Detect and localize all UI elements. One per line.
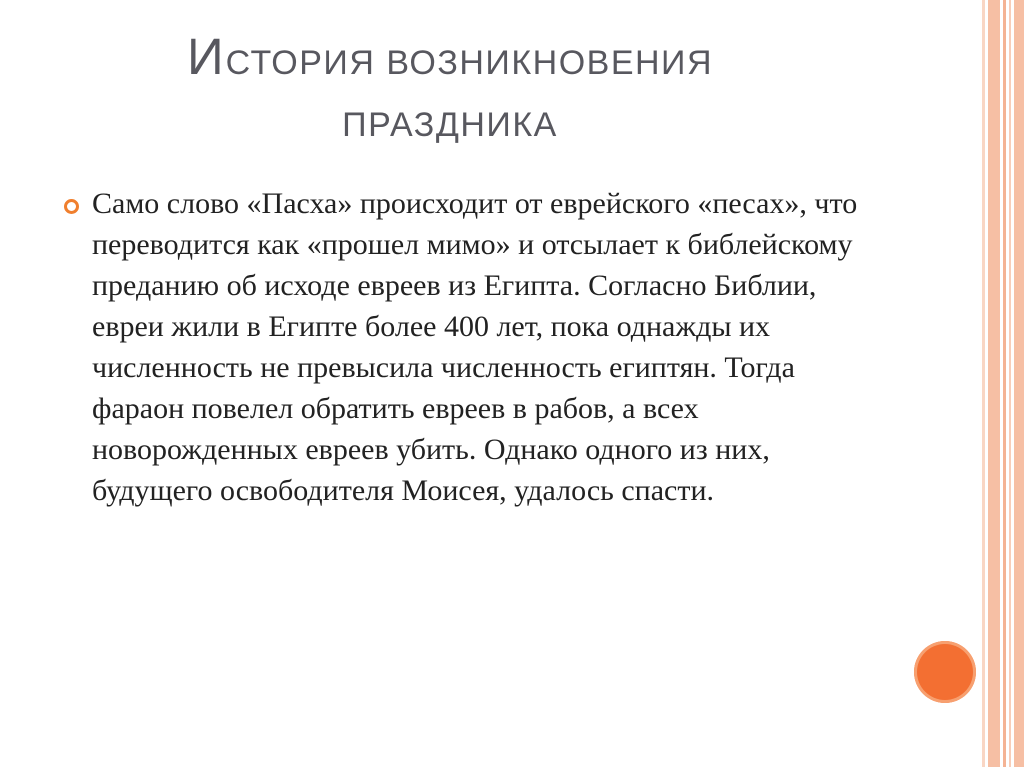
title-line-1-rest: СТОРИЯ ВОЗНИКНОВЕНИЯ	[225, 44, 714, 82]
slide-title	[60, 26, 840, 156]
title-line-1	[60, 26, 840, 94]
edge-stripe	[1003, 0, 1006, 767]
title-initial-cap: И	[186, 28, 226, 85]
edge-stripe	[982, 0, 985, 767]
edge-stripe	[1009, 0, 1011, 767]
title-line-2: ПРАЗДНИКА	[342, 106, 558, 144]
orange-circle-decoration	[914, 641, 976, 703]
hollow-circle-bullet-icon	[64, 199, 79, 214]
edge-stripe	[988, 0, 1000, 767]
edge-stripe	[1014, 0, 1024, 767]
bullet-paragraph: Само слово «Пасха» происходит от еврейского «песах», что переводится как «прошел мимо» и отсылает к библейскому преданию об исходе евреев из Египта. Согласно Библии, евреи жили в Египте более 400 лет, пока однажды их численность не превысила численность египтян. Тогда фараон повелел обратить евреев в рабов, а всех новорожденных евреев убить. Однако одного из них, будущего освободителя Моисея, удалось спасти.	[92, 187, 858, 507]
